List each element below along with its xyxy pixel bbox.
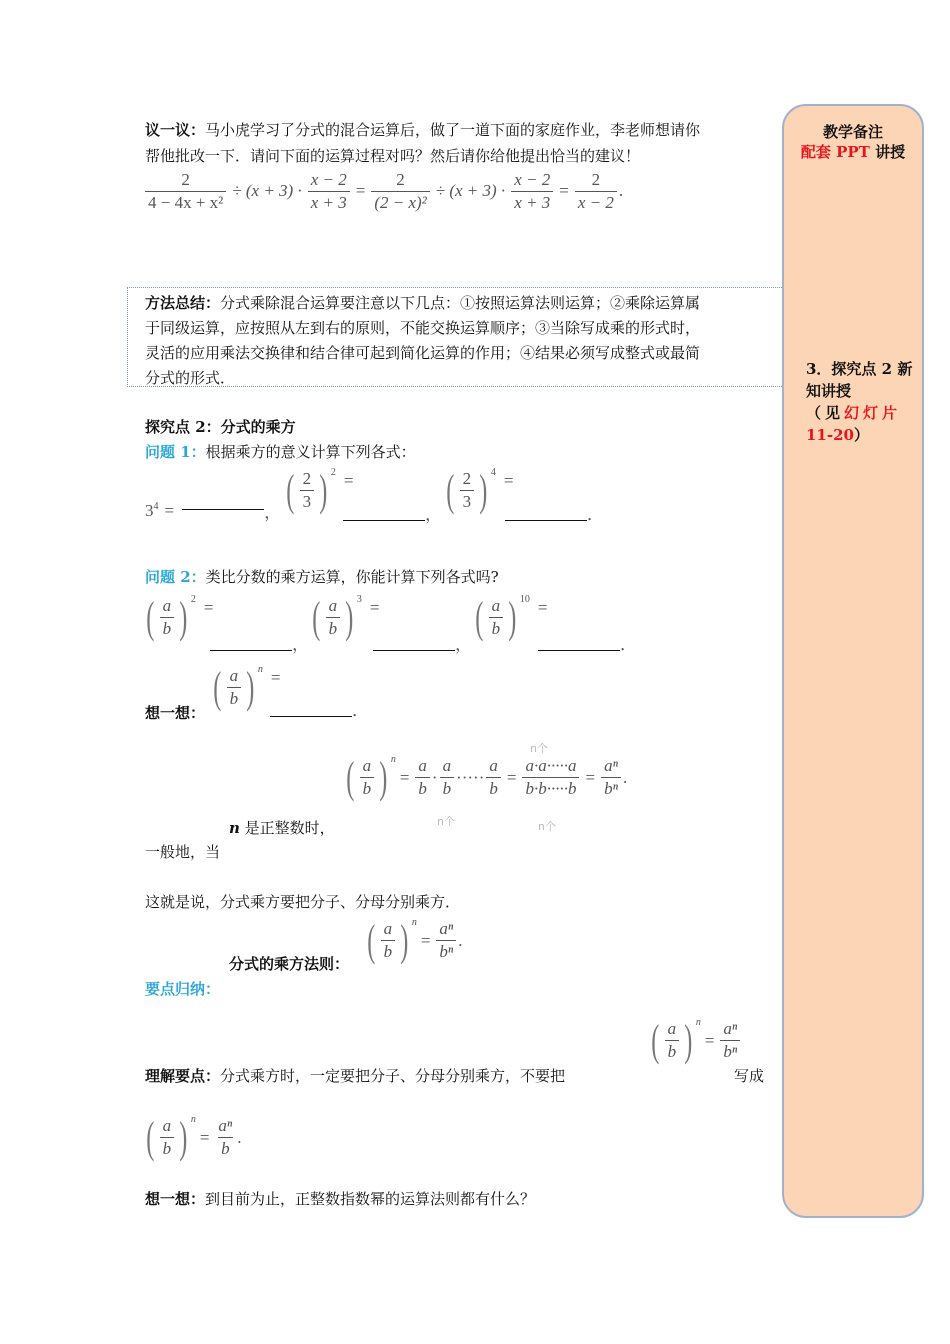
discuss-line1: 议一议：马小虎学习了分式的混合运算后，做了一道下面的家庭作业，李老师想请你 <box>145 121 701 139</box>
method-line2: 于同级运算，应按照从左到右的原则，不能交换运算顺序；③当除写成乘的形式时， <box>145 319 701 337</box>
notes-subtitle <box>784 139 922 165</box>
notes-item-line1: 3．探究点 2 新 <box>806 360 913 378</box>
q2-blank-3-wrap: ． <box>538 630 637 655</box>
discuss-formula: $\frac{2}{\text{4 − 4x + x²}}$ ÷ (x + 3) · $\frac{x - 2}{x + 3}$ = $\frac{2}{\text{(2 − x)²}}$ ÷ (x + 3) · $\frac{x - 2}{x + 3}$ = $\frac{2}{x - 2}$ . <box>143 165 623 217</box>
answer-blank[interactable] <box>538 649 620 651</box>
q2-blank-1-wrap: ， <box>210 630 309 655</box>
q1-blank-2-wrap: ， <box>343 500 442 525</box>
general-intro: 一般地，当 <box>145 843 221 861</box>
q1-blank-3-wrap: ． <box>505 500 604 525</box>
think1-label: 想一想： <box>145 704 206 722</box>
teaching-notes-box <box>782 104 924 1218</box>
notes-teach-label: 讲授 <box>869 143 906 161</box>
n-count-label-top: n个 <box>530 742 548 755</box>
method-line4: 分式的形式． <box>145 369 236 387</box>
answer-blank[interactable] <box>505 519 587 521</box>
q1-item-2: ( $\frac{2}{3}$ ) 2 = <box>286 465 354 515</box>
q2-item-2: ( $\frac{a}{b}$ ) 3 = <box>312 592 380 642</box>
slide-range: 11-20 <box>806 426 854 444</box>
method-line3: 灵活的应用乘法交换律和结合律可起到简化运算的作用；④结果必须写成整式或最简 <box>145 344 701 362</box>
general-condition: n 是正整数时， <box>229 819 335 837</box>
answer-blank[interactable] <box>210 649 292 651</box>
think2-line: 想一想：到目前为止，正整数指数幂的运算法则都有什么？ <box>145 1190 536 1208</box>
rule-label: 分式的乘方法则： <box>229 955 350 973</box>
notes-title: 教学备注 <box>822 123 883 141</box>
wrong-formula: ( $\frac{a}{b}$ ) n = $\frac{\text{aⁿ}}{b}$ . <box>146 1112 242 1162</box>
question2-label: 问题 2： <box>145 568 206 586</box>
fraction: $\frac{x - 2}{x + 3}$ <box>511 169 553 214</box>
q1-item-1: 3 4 = ， <box>145 500 282 522</box>
think1-blank-wrap: ． <box>270 696 369 721</box>
answer-blank[interactable] <box>270 715 352 717</box>
rule-formula: ( $\frac{a}{b}$ ) n = $\frac{\text{aⁿ}}{\text{bⁿ}}$ . <box>367 915 463 965</box>
question1: 问题 1：根据乘方的意义计算下列各式： <box>145 443 416 461</box>
notes-item-line3: （见幻灯片 <box>806 404 902 422</box>
notes-item-line4: 11-20） <box>806 426 869 444</box>
section-heading: 探究点 2：分式的乘方 <box>145 418 296 436</box>
q2-blank-2-wrap: ， <box>373 630 472 655</box>
answer-blank[interactable] <box>373 649 455 651</box>
understanding-tail: 写成 <box>734 1067 765 1085</box>
question2: 问题 2：类比分数的乘方运算，你能计算下列各式吗? <box>145 568 499 586</box>
discuss-line2: 帮他批改一下．请问下面的运算过程对吗？然后请你给他提出恰当的建议！ <box>145 147 641 165</box>
discuss-label: 议一议： <box>145 121 206 139</box>
q1-item-3: ( $\frac{2}{3}$ ) 4 = <box>446 465 514 515</box>
conclusion-text: 这就是说，分式乘方要把分子、分母分别乘方． <box>145 893 461 911</box>
q2-item-3: ( $\frac{a}{b}$ ) 10 = <box>475 592 548 642</box>
derivation-formula: ( $\frac{a}{b}$ ) n = $\frac{a}{b}$ · $\frac{a}{b}$ ····· $\frac{a}{b}$ = $\frac{a\cdot a\cdot\cdot\cdot\cdot\cdot a}{b\cdot b\cdot\cdot\cdot\cdot\cdot b}$ = $\frac{\text{aⁿ}}{\text{bⁿ}}$ . <box>346 752 628 802</box>
understanding-label: 理解要点： <box>145 1067 221 1085</box>
method-line1: 方法总结：分式乘除混合运算要注意以下几点：①按照运算法则运算；②乘除运算属 <box>145 294 701 312</box>
fraction: $\frac{2}{\text{(2 − x)²}}$ <box>371 169 429 214</box>
understanding-line: 理解要点：分式乘方时，一定要把分子、分母分别乘方，不要把 <box>145 1067 566 1085</box>
n-count-label-mid: n个 <box>437 815 455 828</box>
think2-label: 想一想： <box>145 1190 206 1208</box>
key-points-label: 要点归纳： <box>145 980 221 998</box>
fraction: $\frac{2}{x - 2}$ <box>575 169 617 214</box>
n-count-label-bottom: n个 <box>538 820 556 833</box>
correct-formula: ( $\frac{a}{b}$ ) n = $\frac{\text{aⁿ}}{\text{bⁿ}}$ <box>648 1018 742 1063</box>
slides-link: 幻灯片 <box>844 404 902 422</box>
fraction: $\frac{2}{\text{4 − 4x + x²}}$ <box>145 169 226 214</box>
fraction: $\frac{x - 2}{x + 3}$ <box>308 169 350 214</box>
answer-blank[interactable] <box>182 508 264 510</box>
q2-item-1: ( $\frac{a}{b}$ ) 2 = <box>146 592 214 642</box>
notes-ppt-label: 配套 PPT <box>800 143 870 161</box>
method-label: 方法总结： <box>145 294 221 312</box>
answer-blank[interactable] <box>343 519 425 521</box>
think1-formula: ( $\frac{a}{b}$ ) n = <box>213 662 281 712</box>
question1-label: 问题 1： <box>145 443 206 461</box>
notes-item-line2: 知讲授 <box>806 382 852 400</box>
